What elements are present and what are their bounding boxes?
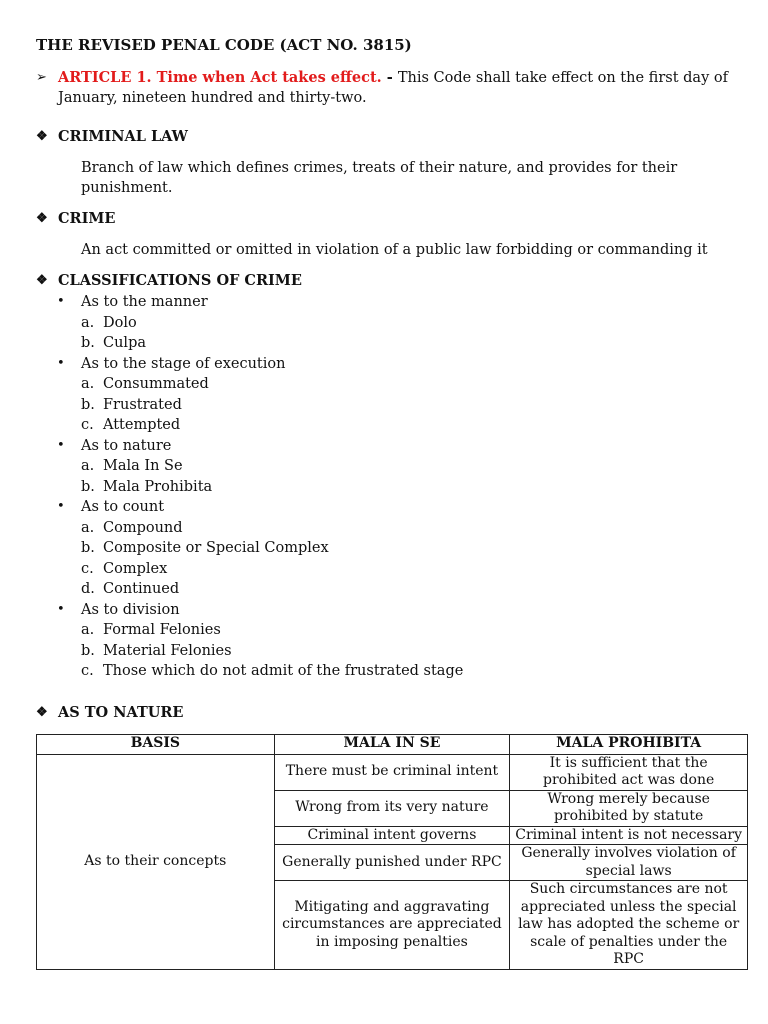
item-text: Dolo — [103, 314, 137, 331]
mala-in-se-cell: Generally punished under RPC — [274, 845, 510, 881]
section-heading-text: CRIME — [58, 210, 116, 227]
item-text: Culpa — [103, 335, 146, 351]
classification-group — [36, 436, 748, 457]
bullet-dot-icon: • — [57, 601, 65, 617]
item-letter: b. — [81, 540, 95, 556]
item-text: Complex — [103, 560, 168, 577]
table-header-row — [37, 734, 748, 754]
item-text: Continued — [103, 581, 180, 597]
classification-item — [36, 415, 748, 436]
item-text: Composite or Special Complex — [103, 540, 329, 556]
mala-prohibita-cell: Criminal intent is not necessary — [510, 826, 748, 845]
classification-group — [36, 497, 748, 518]
item-text: Mala Prohibita — [103, 478, 213, 495]
item-letter: a. — [81, 376, 95, 392]
item-letter: c. — [81, 560, 94, 577]
item-letter: a. — [81, 314, 95, 331]
item-letter: d. — [81, 581, 95, 597]
item-text: Attempted — [103, 417, 181, 433]
item-letter: a. — [81, 622, 95, 638]
bullet-dot-icon: • — [57, 355, 65, 371]
classification-list — [36, 292, 748, 682]
classification-item — [36, 538, 748, 559]
classification-group-label: As to the manner — [81, 294, 208, 310]
mala-prohibita-cell: Generally involves violation of special laws — [510, 845, 748, 881]
classification-sublist-wrapper — [36, 518, 748, 600]
item-letter: c. — [81, 417, 94, 433]
nature-comparison-table — [36, 734, 748, 970]
item-letter: b. — [81, 478, 95, 495]
classification-item — [36, 477, 748, 498]
table-row — [37, 754, 748, 790]
classification-item — [36, 559, 748, 580]
crime-definition: An act committed or omitted in violation of a public law forbidding or commanding it — [81, 242, 708, 258]
classification-group-label: As to the stage of execution — [81, 355, 286, 372]
classification-sublist — [36, 620, 748, 682]
item-text: Mala In Se — [103, 458, 183, 474]
bullet-dot-icon: • — [57, 499, 65, 514]
classification-sublist-wrapper — [36, 620, 748, 682]
header-basis: BASIS — [37, 734, 275, 754]
mala-in-se-cell: Criminal intent governs — [274, 826, 510, 845]
criminal-law-definition: Branch of law which defines crimes, treats of their nature, and provides for their punishment. — [81, 160, 678, 196]
mala-in-se-cell: Wrong from its very nature — [274, 790, 510, 826]
item-text: Frustrated — [103, 396, 182, 413]
header-mala-prohibita: MALA PROHIBITA — [510, 734, 748, 754]
mala-in-se-cell: Mitigating and aggravating circumstances are appreciated in imposing penalties — [274, 881, 510, 970]
classification-item — [36, 661, 748, 682]
bullet-dot-icon: • — [57, 437, 65, 453]
classification-item — [36, 456, 748, 477]
classification-item — [36, 579, 748, 600]
article-1 — [36, 68, 748, 108]
classification-sublist-wrapper — [36, 456, 748, 497]
arrow-bullet-icon: ➢ — [36, 70, 47, 85]
classification-sublist-wrapper — [36, 313, 748, 354]
diamond-bullet-icon: ❖ — [36, 273, 48, 288]
mala-prohibita-cell: It is sufficient that the prohibited act was done — [510, 754, 748, 790]
classification-item — [36, 395, 748, 416]
item-text: Those which do not admit of the frustrated stage — [103, 663, 464, 679]
classification-sublist — [36, 313, 748, 354]
classification-sublist — [36, 518, 748, 600]
classification-item — [36, 313, 748, 334]
article-label: ARTICLE 1. Time when Act takes effect. — [58, 69, 382, 86]
item-letter: a. — [81, 458, 95, 474]
document-page — [36, 30, 748, 970]
item-letter: b. — [81, 396, 95, 413]
classification-item — [36, 641, 748, 662]
section-heading-crime — [36, 208, 748, 230]
section-heading-text: CRIMINAL LAW — [58, 128, 188, 145]
classification-group — [36, 354, 748, 375]
article-dash: - — [381, 69, 398, 86]
classification-group-label: As to division — [81, 601, 180, 618]
basis-cell: As to their concepts — [37, 754, 275, 969]
section-heading-as-to-nature — [36, 702, 748, 724]
diamond-bullet-icon: ❖ — [36, 704, 48, 720]
section-heading-text: AS TO NATURE — [58, 703, 184, 721]
item-text: Formal Felonies — [103, 622, 221, 638]
mala-prohibita-cell: Such circumstances are not appreciated unless the special law has adopted the scheme or scale of penalties under the RPC — [510, 881, 748, 970]
item-letter: c. — [81, 663, 94, 679]
item-letter: a. — [81, 519, 95, 536]
mala-in-se-cell: There must be criminal intent — [274, 754, 510, 790]
classification-group — [36, 600, 748, 621]
classification-group — [36, 292, 748, 313]
classification-group-label: As to count — [81, 499, 165, 515]
classification-sublist-wrapper — [36, 374, 748, 436]
classification-group-label: As to nature — [81, 437, 172, 454]
classification-item — [36, 518, 748, 539]
classification-item — [36, 620, 748, 641]
diamond-bullet-icon: ❖ — [36, 129, 48, 144]
diamond-bullet-icon: ❖ — [36, 211, 48, 226]
item-letter: b. — [81, 335, 95, 351]
article-text: This Code shall take effect on the first day of January, nineteen hundred and thirty-two. — [58, 70, 728, 106]
classification-sublist — [36, 374, 748, 436]
classification-item — [36, 374, 748, 395]
section-heading-text: CLASSIFICATIONS OF CRIME — [58, 272, 302, 289]
section-heading-classifications — [36, 270, 748, 292]
mala-prohibita-cell: Wrong merely because prohibited by statute — [510, 790, 748, 826]
bullet-dot-icon: • — [57, 294, 65, 309]
header-mala-in-se: MALA IN SE — [274, 734, 510, 754]
item-text: Consummated — [103, 376, 209, 392]
classification-item — [36, 333, 748, 354]
section-heading-criminal-law — [36, 126, 748, 148]
classification-sublist — [36, 456, 748, 497]
document-title: THE REVISED PENAL CODE (ACT NO. 3815) — [36, 36, 412, 54]
item-text: Compound — [103, 519, 183, 536]
item-text: Material Felonies — [103, 642, 232, 659]
item-letter: b. — [81, 642, 95, 659]
